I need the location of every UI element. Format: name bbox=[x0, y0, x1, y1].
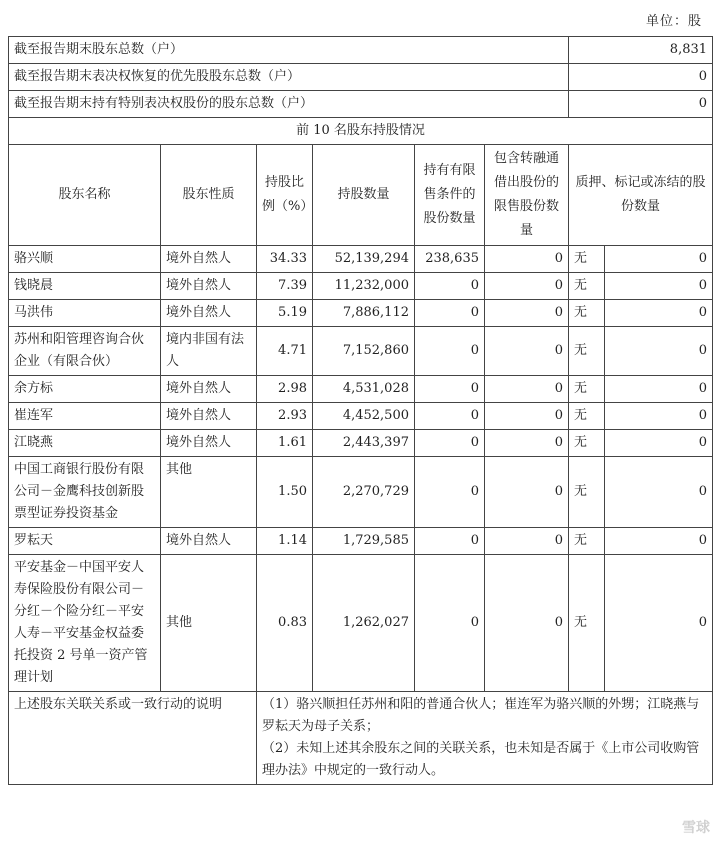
summary-row bbox=[9, 37, 713, 64]
pledge-status: 无 bbox=[569, 246, 605, 273]
shareholder-nature: 境内非国有法人 bbox=[161, 327, 257, 376]
shareholder-ratio: 2.93 bbox=[257, 403, 313, 430]
shareholder-ratio: 4.71 bbox=[257, 327, 313, 376]
summary-label: 截至报告期末持有特别表决权股份的股东总数（户） bbox=[9, 91, 569, 118]
shareholder-shares: 1,729,585 bbox=[313, 528, 415, 555]
shareholder-lending: 0 bbox=[485, 300, 569, 327]
shareholder-restricted: 0 bbox=[415, 376, 485, 403]
shareholder-shares: 2,443,397 bbox=[313, 430, 415, 457]
pledge-quantity: 0 bbox=[605, 457, 713, 528]
shareholder-nature: 境外自然人 bbox=[161, 246, 257, 273]
shareholder-ratio: 1.14 bbox=[257, 528, 313, 555]
shareholder-shares: 2,270,729 bbox=[313, 457, 415, 528]
shareholder-nature: 境外自然人 bbox=[161, 403, 257, 430]
relation-label: 上述股东关联关系或一致行动的说明 bbox=[9, 692, 257, 785]
shareholder-lending: 0 bbox=[485, 273, 569, 300]
shareholder-name: 中国工商银行股份有限公司－金鹰科技创新股票型证券投资基金 bbox=[9, 457, 161, 528]
header-restricted: 持有有限售条件的股份数量 bbox=[415, 145, 485, 246]
shareholder-restricted: 238,635 bbox=[415, 246, 485, 273]
pledge-status: 无 bbox=[569, 327, 605, 376]
shareholder-lending: 0 bbox=[485, 327, 569, 376]
shareholder-table bbox=[8, 36, 713, 785]
header-nature: 股东性质 bbox=[161, 145, 257, 246]
shareholder-lending: 0 bbox=[485, 430, 569, 457]
shareholder-ratio: 2.98 bbox=[257, 376, 313, 403]
shareholder-lending: 0 bbox=[485, 555, 569, 692]
unit-label: 单位：股 bbox=[645, 14, 702, 29]
table-row bbox=[9, 300, 713, 327]
header-pledge: 质押、标记或冻结的股份数量 bbox=[569, 145, 713, 246]
summary-label: 截至报告期末股东总数（户） bbox=[9, 37, 569, 64]
table-row bbox=[9, 555, 713, 692]
relation-text bbox=[257, 692, 713, 785]
shareholder-shares: 7,152,860 bbox=[313, 327, 415, 376]
shareholder-nature: 境外自然人 bbox=[161, 300, 257, 327]
shareholder-name: 马洪伟 bbox=[9, 300, 161, 327]
relation-row bbox=[9, 692, 713, 785]
shareholder-nature: 境外自然人 bbox=[161, 430, 257, 457]
shareholder-nature: 其他 bbox=[161, 457, 257, 528]
pledge-status: 无 bbox=[569, 555, 605, 692]
pledge-quantity: 0 bbox=[605, 300, 713, 327]
summary-label: 截至报告期末表决权恢复的优先股股东总数（户） bbox=[9, 64, 569, 91]
table-row bbox=[9, 246, 713, 273]
shareholder-shares: 11,232,000 bbox=[313, 273, 415, 300]
shareholder-restricted: 0 bbox=[415, 528, 485, 555]
shareholder-lending: 0 bbox=[485, 376, 569, 403]
table-body bbox=[9, 37, 713, 785]
shareholder-name: 崔连军 bbox=[9, 403, 161, 430]
table-row bbox=[9, 273, 713, 300]
shareholder-ratio: 5.19 bbox=[257, 300, 313, 327]
shareholder-restricted: 0 bbox=[415, 327, 485, 376]
shareholder-name: 骆兴顺 bbox=[9, 246, 161, 273]
pledge-status: 无 bbox=[569, 430, 605, 457]
pledge-quantity: 0 bbox=[605, 528, 713, 555]
pledge-quantity: 0 bbox=[605, 430, 713, 457]
shareholder-nature: 境外自然人 bbox=[161, 376, 257, 403]
shareholder-shares: 4,452,500 bbox=[313, 403, 415, 430]
shareholder-shares: 7,886,112 bbox=[313, 300, 415, 327]
pledge-status: 无 bbox=[569, 376, 605, 403]
shareholder-restricted: 0 bbox=[415, 273, 485, 300]
pledge-status: 无 bbox=[569, 273, 605, 300]
header-name: 股东名称 bbox=[9, 145, 161, 246]
pledge-quantity: 0 bbox=[605, 403, 713, 430]
shareholder-shares: 1,262,027 bbox=[313, 555, 415, 692]
shareholder-nature: 其他 bbox=[161, 555, 257, 692]
header-row bbox=[9, 145, 713, 246]
summary-value: 0 bbox=[569, 91, 713, 118]
pledge-status: 无 bbox=[569, 403, 605, 430]
header-ratio: 持股比例（%） bbox=[257, 145, 313, 246]
table-row bbox=[9, 403, 713, 430]
relation-text-1: （1）骆兴顺担任苏州和阳的普通合伙人；崔连军为骆兴顺的外甥；江晓燕与罗耘天为母子关系； bbox=[262, 697, 700, 734]
shareholder-name: 钱晓晨 bbox=[9, 273, 161, 300]
shareholder-restricted: 0 bbox=[415, 300, 485, 327]
relation-text-2: （2）未知上述其余股东之间的关联关系，也未知是否属于《上市公司收购管理办法》中规定的一致行动人。 bbox=[262, 741, 700, 778]
table-row bbox=[9, 528, 713, 555]
table-row bbox=[9, 457, 713, 528]
shareholder-restricted: 0 bbox=[415, 555, 485, 692]
shareholder-name: 余方标 bbox=[9, 376, 161, 403]
table-row bbox=[9, 376, 713, 403]
header-shares: 持股数量 bbox=[313, 145, 415, 246]
shareholder-ratio: 1.61 bbox=[257, 430, 313, 457]
shareholder-ratio: 7.39 bbox=[257, 273, 313, 300]
shareholder-name: 罗耘天 bbox=[9, 528, 161, 555]
shareholder-ratio: 34.33 bbox=[257, 246, 313, 273]
summary-value: 0 bbox=[569, 64, 713, 91]
table-row bbox=[9, 327, 713, 376]
header-lending: 包含转融通借出股份的限售股份数量 bbox=[485, 145, 569, 246]
pledge-status: 无 bbox=[569, 528, 605, 555]
shareholder-restricted: 0 bbox=[415, 457, 485, 528]
pledge-quantity: 0 bbox=[605, 246, 713, 273]
shareholder-lending: 0 bbox=[485, 246, 569, 273]
pledge-status: 无 bbox=[569, 457, 605, 528]
section-title-row bbox=[9, 118, 713, 145]
section-title: 前 10 名股东持股情况 bbox=[9, 118, 713, 145]
shareholder-restricted: 0 bbox=[415, 403, 485, 430]
shareholder-lending: 0 bbox=[485, 403, 569, 430]
pledge-status: 无 bbox=[569, 300, 605, 327]
shareholder-restricted: 0 bbox=[415, 430, 485, 457]
shareholder-lending: 0 bbox=[485, 457, 569, 528]
summary-value: 8,831 bbox=[569, 37, 713, 64]
watermark: 雪球 bbox=[682, 820, 710, 836]
shareholder-ratio: 1.50 bbox=[257, 457, 313, 528]
pledge-quantity: 0 bbox=[605, 273, 713, 300]
pledge-quantity: 0 bbox=[605, 555, 713, 692]
table-row bbox=[9, 430, 713, 457]
shareholder-name: 苏州和阳管理咨询合伙企业（有限合伙） bbox=[9, 327, 161, 376]
pledge-quantity: 0 bbox=[605, 376, 713, 403]
summary-row bbox=[9, 64, 713, 91]
pledge-quantity: 0 bbox=[605, 327, 713, 376]
shareholder-name: 平安基金－中国平安人寿保险股份有限公司－分红－个险分红－平安人寿－平安基金权益委托投资 2 号单一资产管理计划 bbox=[9, 555, 161, 692]
shareholder-shares: 4,531,028 bbox=[313, 376, 415, 403]
shareholder-nature: 境外自然人 bbox=[161, 273, 257, 300]
shareholder-shares: 52,139,294 bbox=[313, 246, 415, 273]
shareholder-lending: 0 bbox=[485, 528, 569, 555]
shareholder-nature: 境外自然人 bbox=[161, 528, 257, 555]
shareholder-name: 江晓燕 bbox=[9, 430, 161, 457]
shareholder-ratio: 0.83 bbox=[257, 555, 313, 692]
summary-row bbox=[9, 91, 713, 118]
